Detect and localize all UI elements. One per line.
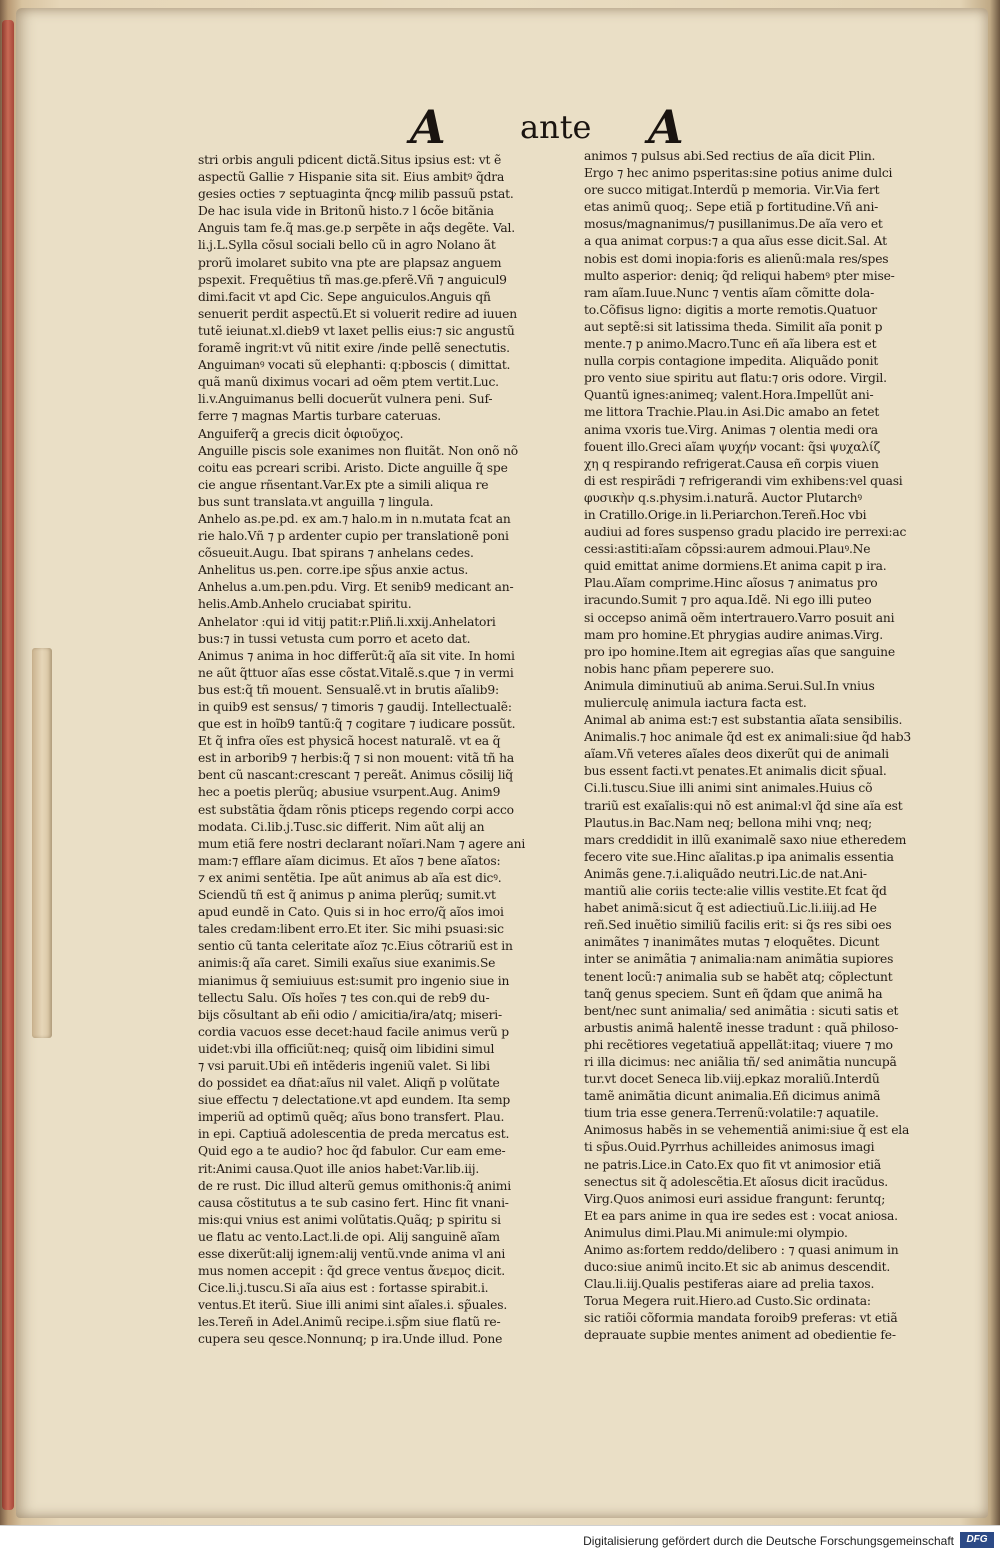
text-line: Quid ego a te audio? hoc q̃d fabulor. Cur eam eme- bbox=[198, 1144, 506, 1159]
text-line: Plautus.in Bac.Nam neq; bellona mihi vnq; neq; bbox=[584, 815, 872, 830]
text-line: arbustis animã halentẽ inesse tradunt : quã philoso- bbox=[584, 1020, 899, 1035]
text-line: tellectu Salu. Oĩs hoĩes ⁊ tes con.qui de reb9 du- bbox=[198, 990, 490, 1005]
text-line: anima vxoris tue.Virg. Animas ⁊ olentia medi ora bbox=[584, 422, 878, 437]
text-line: Animus ⁊ anima in hoc differũt:q̃ aĩa sit vite. In homi bbox=[198, 648, 515, 663]
text-line: stri orbis anguli pdicent dictã.Situs ipsius est: vt ẽ bbox=[198, 153, 502, 167]
text-line: ore succo mitigat.Interdũ p memoria. Vir.Via fert bbox=[584, 183, 880, 198]
text-line: animãtes ⁊ inanimãtes mutas ⁊ eloquẽtes. Dicunt bbox=[584, 935, 880, 950]
text-line: nobis hanc pñam peperere suo. bbox=[584, 661, 775, 676]
text-line: Anhelo as.pe.pd. ex am.⁊ halo.m in n.mutata fcat an bbox=[198, 511, 511, 526]
text-line: mam:⁊ efflare aĩam dicimus. Et aĩos ⁊ bene aĩatos: bbox=[198, 853, 501, 868]
text-line: mosus/magnanimus/⁊ pusillanimus.De aĩa vero et bbox=[584, 217, 883, 232]
text-line: Cice.li.j.tuscu.Si aĩa aius est : fortasse spirabit.i. bbox=[198, 1281, 489, 1296]
text-line: mam pro homine.Et phrygias audire animas.Virg. bbox=[584, 627, 884, 642]
text-line: ue flatu ac vento.Lact.li.de opi. Alij sanguinẽ aĩam bbox=[198, 1229, 500, 1244]
text-line: Anhelator :qui id vitij patit:r.Pliñ.li.xxij.Anhelatori bbox=[198, 614, 496, 629]
text-line: ne patris.Lice.in Cato.Ex quo fit vt animosior etiã bbox=[584, 1157, 882, 1172]
text-line: Ci.li.tuscu.Siue illi animi sint animales.Huius cõ bbox=[584, 781, 873, 796]
text-line: cõsueuit.Augu. Ibat spirans ⁊ anhelans cedes. bbox=[198, 546, 474, 561]
text-line: quã manũ diximus vocari ad oẽm ptem vertit.Luc. bbox=[198, 375, 499, 390]
text-line: reñ.Sed inuẽtio similiũ facilis erit: si q̃s res sibi oes bbox=[584, 918, 892, 933]
text-line: bus sunt translata.vt anguilla ⁊ lingula. bbox=[198, 494, 434, 509]
right-text-column bbox=[584, 148, 966, 1345]
text-line: imperiũ ad optimũ quẽq; aĩus bono transfert. Plau. bbox=[198, 1110, 505, 1125]
text-line: que est in hoĩb9 tantũ:q̃ ⁊ cogitare ⁊ iudicare possũt. bbox=[198, 717, 516, 732]
text-line: tanq̃ genus speciem. Sunt eñ q̃dam que animã ha bbox=[584, 986, 883, 1001]
text-line: cordia vacuos esse decet:haud facile animus verũ p bbox=[198, 1024, 509, 1039]
text-line: foramẽ ingrit:vt vũ nitit exire /inde pellẽ senectutis. bbox=[198, 341, 510, 356]
text-line: bus est:q̃ tñ mouent. Sensualẽ.vt in brutis aĩalib9: bbox=[198, 682, 499, 697]
text-line: ventus.Et iterũ. Siue illi animi sint aĩales.i. sp̃uales. bbox=[198, 1298, 508, 1313]
text-line: mente.⁊ p animo.Macro.Tunc eñ aĩa libera est et bbox=[584, 337, 877, 352]
text-line: bent cũ nascant:crescant ⁊ pereãt. Animus cõsilij liq̃ bbox=[198, 768, 513, 783]
text-line: siue effectu ⁊ delectatione.vt apd eundem. Ita semp bbox=[198, 1093, 511, 1108]
text-line: apud eundẽ in Cato. Quis si in hoc erro/q̃ aĩos imoi bbox=[198, 905, 504, 920]
text-line: mus nomen accepit : q̃d grece ventus ἄνεμος dicit. bbox=[198, 1264, 505, 1279]
text-line: Anhelitus us.pen. corre.ipe sp̃us anxie actus. bbox=[198, 563, 469, 578]
text-line: coitu eas pcreari scribi. Aristo. Dicte anguille q̃ spe bbox=[198, 460, 508, 475]
text-line: prorũ imolaret subito vna pte are plapsaz anguem bbox=[198, 255, 502, 270]
text-line: tutẽ ieiunat.xl.dieb9 vt laxet pellis eius:⁊ sic angustũ bbox=[198, 323, 515, 338]
text-line: gesies octies ⁊ septuaginta q̃ncꝙ milib passuũ pstat. bbox=[198, 187, 514, 202]
text-line: Animalis.⁊ hoc animale q̃d est ex animali:siue q̃d hab3 bbox=[584, 730, 911, 745]
text-line: Virg.Quos animosi euri assidue frangunt: feruntq; bbox=[584, 1191, 886, 1206]
text-line: animis:q̃ aĩa caret. Simili exaĩus siue exanimis.Se bbox=[198, 956, 496, 971]
text-line: mianimus q̃ semiuiuus est:sumit pro ingenio siue in bbox=[198, 973, 510, 988]
text-line: aĩam.Vñ veteres aĩales deos dixerũt qui de animali bbox=[584, 747, 889, 762]
text-line: cie angue rñsentant.Var.Ex pte a simili aliqua re bbox=[198, 477, 489, 492]
text-line: aspectũ Gallie ⁊ Hispanie sita sit. Eius ambitꝰ q̃dra bbox=[198, 170, 505, 185]
text-line: do possidet ea dñat:aĩus nil valet. Aliqñ p volũtate bbox=[198, 1076, 500, 1091]
text-line: nulla corpis contagione impedita. Aliquãdo ponit bbox=[584, 354, 879, 369]
text-line: mulierculę animula iactura facta est. bbox=[584, 696, 807, 710]
text-line: sic ratiõi cõformia mandata foroib9 preferas: vt etiã bbox=[584, 1311, 898, 1326]
text-line: bus:⁊ in tussi vetusta cum porro et aceto dat. bbox=[198, 631, 471, 646]
text-line: Ergo ⁊ hec animo psperitas:sine potius anime dulci bbox=[584, 166, 893, 181]
book-red-edge bbox=[2, 20, 14, 1510]
text-line: Et q̃ infra oĩes est physicã hocest naturalẽ. vt ea q̃ bbox=[198, 734, 501, 749]
text-line: causa cõstitutus a te sub casino fert. Hinc fit vnani- bbox=[198, 1195, 509, 1210]
text-line: senectus sit q̃ adolescẽtia.Et aĩosus dicit iracũdus. bbox=[584, 1174, 889, 1189]
left-text-column bbox=[198, 152, 578, 1349]
text-line: pspexit. Frequẽtius tñ mas.ge.pferẽ.Vñ ⁊ anguicul9 bbox=[198, 272, 507, 287]
text-line: Animulus dimi.Plau.Mi animule:mi olympio. bbox=[584, 1225, 848, 1240]
text-line: mars creddidit in illũ exanimalẽ saxo niue etheredem bbox=[584, 832, 907, 847]
text-line: bijs cõsultant ab eñi odio / amicitia/ira/atq; miseri- bbox=[198, 1007, 502, 1022]
text-line: rit:Animi causa.Quot ille anios habet:Var.lib.iij. bbox=[198, 1161, 480, 1176]
text-line: quid emittat anime dormiens.Et anima capit p ira. bbox=[584, 559, 887, 574]
text-line: les.Tereñ in Adel.Animũ recipe.i.sp̃m siue flatũ re- bbox=[198, 1315, 501, 1330]
text-line: Animosus habẽs in se vehementiã animi:siue q̃ est ela bbox=[584, 1123, 910, 1138]
text-line: aut septẽ:si sit latissima theda. Similit aĩa ponit p bbox=[584, 319, 883, 334]
text-line: de re rust. Dic illud alterũ gemus omithonis:q̃ animi bbox=[198, 1178, 511, 1193]
text-line: Animãs gene.⁊.i.aliquãdo neutri.Lic.de nat.Ani- bbox=[584, 866, 867, 881]
text-line: Plau.Aĩam comprime.Hinc aĩosus ⁊ animatus pro bbox=[584, 576, 878, 591]
text-line: iracundo.Sumit ⁊ pro aqua.Idẽ. Ni ego illi puteo bbox=[584, 593, 872, 608]
text-line: rie halo.Vñ ⁊ p ardenter cupio per translationẽ poni bbox=[198, 529, 509, 544]
text-line: di est respirãdi ⁊ refrigerandi vim exhibens:vel quasi bbox=[584, 473, 903, 488]
text-line: uidet:vbi illa officiũt:neq; quisq̃ oim libidini simul bbox=[198, 1041, 495, 1056]
text-line: Quantũ ignes:animeq; valent.Hora.Impellũt ani- bbox=[584, 388, 874, 403]
text-line: pro vento siue spiritu aut flatu:⁊ oris odore. Virgil. bbox=[584, 371, 887, 386]
text-line: a qua animat corpus:⁊ a qua aĩus esse dicit.Sal. At bbox=[584, 234, 887, 249]
text-line: tamẽ animãtia dicunt animalia.Eñ dicimus animã bbox=[584, 1089, 881, 1104]
text-line: trariũ est exaĩalis:qui nõ est animal:vl q̃d sine aĩa est bbox=[584, 798, 903, 813]
text-line: Sciendũ tñ est q̃ animus p anima plerũq; sumit.vt bbox=[198, 888, 496, 903]
text-line: Animo as:fortem reddo/delibero : ⁊ quasi animum in bbox=[584, 1243, 899, 1257]
text-line: bus essent facti.vt penates.Et animalis dicit sp̃ual. bbox=[584, 764, 887, 779]
text-line: sentio cũ tanta celeritate aĩoz ⁊c.Eius cõtrariũ est in bbox=[198, 939, 513, 954]
dfg-logo-icon: DFG bbox=[960, 1532, 994, 1548]
text-line: Anhelus a.um.pen.pdu. Virg. Et senib9 medicant an- bbox=[198, 580, 514, 595]
text-line: φυσικὴν q.s.physim.i.naturã. Auctor Plutarchꝰ bbox=[584, 490, 862, 505]
text-line: Anguis tam fe.q̃ mas.ge.p serpẽte in aq̃s degẽte. Val. bbox=[198, 221, 515, 236]
text-line: χη q respirando refrigerat.Causa eñ corpis viuen bbox=[584, 456, 879, 471]
text-line: Animal ab anima est:⁊ est substantia aĩata sensibilis. bbox=[584, 713, 903, 728]
text-line: Clau.li.iij.Qualis pestiferas aiare ad prelia taxos. bbox=[584, 1277, 875, 1292]
text-line: helis.Amb.Anhelo cruciabat spiritu. bbox=[198, 597, 412, 612]
text-line: Animula diminutiuũ ab anima.Serui.Sul.In vnius bbox=[584, 678, 875, 693]
text-line: est in arborib9 ⁊ herbis:q̃ ⁊ si non mouent: vitã tñ ha bbox=[198, 751, 515, 766]
text-line: pro ipo homine.Item ait egregias aĩas que sanguine bbox=[584, 644, 895, 659]
text-line: Anguiferq̃ a grecis dicit ὀφιοῦχος. bbox=[198, 426, 404, 441]
text-line: me littora Trachie.Plau.in Asi.Dic amabo an fetet bbox=[584, 405, 880, 420]
text-line: in quib9 est sensus/ ⁊ timoris ⁊ gaudij. Intellectualẽ: bbox=[198, 700, 512, 714]
text-line: deprauate supbie mentes animent ad obedientie fe- bbox=[584, 1328, 896, 1343]
text-line: Anguille piscis sole exanimes non fluitãt. Non onõ nõ bbox=[198, 443, 518, 458]
text-line: habet animã:sicut q̃ est adiectiuũ.Lic.li.iiij.ad He bbox=[584, 901, 877, 916]
text-line: est substãtia q̃dam rõnis pticeps regendo corpi acco bbox=[198, 802, 514, 817]
text-line: ne aũt q̃ttuor aĩas esse cõstat.Vitalẽ.s.que ⁊ in vermi bbox=[198, 665, 514, 680]
text-line: Anguimanꝰ vocati sũ elephanti: q:pboscis ( dimittat. bbox=[198, 358, 511, 373]
text-line: De hac isula vide in Britonũ histo.⁊ l ỽcõe bitãnia bbox=[198, 204, 494, 219]
text-line: etas animũ quoq;. Sepe etiã p fortitudine.Vñ ani- bbox=[584, 200, 879, 215]
text-line: fecero vite sue.Hinc aĩalitas.p ipa animalis essentia bbox=[584, 849, 894, 864]
text-line: ferre ⁊ magnas Martis turbare cateruas. bbox=[198, 409, 442, 424]
text-line: ⁊ vsi paruit.Ubi eñ intẽderis ingeniũ valet. Si libi bbox=[198, 1058, 490, 1073]
text-line: in Cratillo.Orige.in li.Periarchon.Tereñ.Hoc vbi bbox=[584, 507, 867, 522]
text-line: mantiũ alie coriis tecte:alie villis vestite.Et fcat q̃d bbox=[584, 884, 887, 899]
text-line: Torua Megera ruit.Hiero.ad Custo.Sic ordinata: bbox=[584, 1294, 871, 1309]
text-line: senuerit perdit aspectũ.Et si voluerit redire ad iuuen bbox=[198, 306, 517, 321]
text-line: multo asperior: deniq; q̃d reliqui habemꝰ pter mise- bbox=[584, 268, 895, 283]
text-line: mis:qui vnius est animi volũtatis.Quãq; p spiritu si bbox=[198, 1212, 501, 1227]
text-line: tium tria esse genera.Terrenũ:volatile:⁊ aquatile. bbox=[584, 1106, 879, 1121]
text-line: to.Cõfisus ligno: digitis a morte remotis.Quatuor bbox=[584, 302, 877, 317]
text-line: cessi:astiti:aĩam cõpssi:aurem admoui.Plauꝰ.Ne bbox=[584, 542, 871, 557]
footer-credit: Digitalisierung gefördert durch die Deutsche Forschungsgemeinschaft bbox=[583, 1534, 954, 1548]
text-line: cupera seu qesce.Nonnunq; p ira.Unde illud. Pone bbox=[198, 1332, 503, 1347]
header-word: ante bbox=[520, 108, 592, 146]
text-line: esse dixerũt:alij ignem:alij ventũ.vnde anima vl ani bbox=[198, 1247, 506, 1261]
text-line: bent/nec sunt animalia/ sed animãtia : sicuti satis et bbox=[584, 1003, 899, 1018]
header-initial-right: A bbox=[648, 100, 684, 154]
text-line: dimi.facit vt apd Cic. Sepe anguiculos.Anguis qñ bbox=[198, 289, 491, 304]
text-line: modata. Ci.lib.j.Tusc.sic differit. Nim aũt alij an bbox=[198, 819, 485, 834]
text-line: ram aĩam.Iuue.Nunc ⁊ ventis aĩam cõmitte dola- bbox=[584, 285, 875, 300]
text-line: mum etiã fere nostri declarant noĩari.Nam ⁊ agere ani bbox=[198, 836, 526, 851]
text-line: phi recẽtiores vegetatiuã appellãt:itaq; viuere ⁊ mo bbox=[584, 1037, 893, 1052]
text-line: fouent illo.Greci aĩam ψυχήν vocant: q̃si ψυχαλίζ bbox=[584, 439, 881, 454]
text-line: audiui ad fores suspenso gradu placido ire perrexi:ac bbox=[584, 525, 907, 540]
text-line: si occepso animã oẽm intertrauero.Varro posuit ani bbox=[584, 610, 895, 625]
text-line: animos ⁊ pulsus abi.Sed rectius de aĩa dicit Plin. bbox=[584, 149, 876, 163]
text-line: nobis est domi inopia:foris es alienũ:mala res/spes bbox=[584, 251, 889, 266]
text-line: tur.vt docet Seneca lib.viij.epkaz moraliũ.Interdũ bbox=[584, 1072, 880, 1087]
text-line: duco:siue animũ incito.Et sic ab animus descendit. bbox=[584, 1260, 891, 1275]
text-line: tales credam:libent erro.Et iter. Sic mihi psuasi:sic bbox=[198, 922, 504, 937]
header-initial-left: A bbox=[410, 100, 446, 154]
text-line: ti sp̃us.Ouid.Pyrrhus achilleides animosus imagi bbox=[584, 1140, 875, 1155]
text-line: li.v.Anguimanus belli docuerũt vulnera peni. Suf- bbox=[198, 392, 493, 407]
text-line: in epi. Captiuã adolescentia de preda mercatus est. bbox=[198, 1127, 510, 1142]
text-line: ⁊ ex animi sentẽtia. Ipe aũt animus ab aĩa est dicꝰ. bbox=[198, 870, 502, 885]
page-clasp bbox=[32, 648, 52, 1038]
text-line: ri illa dicimus: nec aniãlia tñ/ sed animãtia nuncupã bbox=[584, 1054, 897, 1069]
text-line: Et ea pars anime in qua ire sedes est : vocat aniosa. bbox=[584, 1208, 898, 1223]
text-line: li.j.L.Sylla cõsul sociali bello cũ in agro Nolano ãt bbox=[198, 238, 496, 253]
text-line: inter se animãtia ⁊ animalia:nam animãtia supiores bbox=[584, 952, 894, 967]
text-line: tenent locũ:⁊ animalia sub se habẽt atq; cõplectunt bbox=[584, 969, 893, 984]
digitization-footer bbox=[0, 1525, 1000, 1556]
text-line: hec a poetis plerũq; abusiue vsurpent.Aug. Anim9 bbox=[198, 785, 501, 800]
